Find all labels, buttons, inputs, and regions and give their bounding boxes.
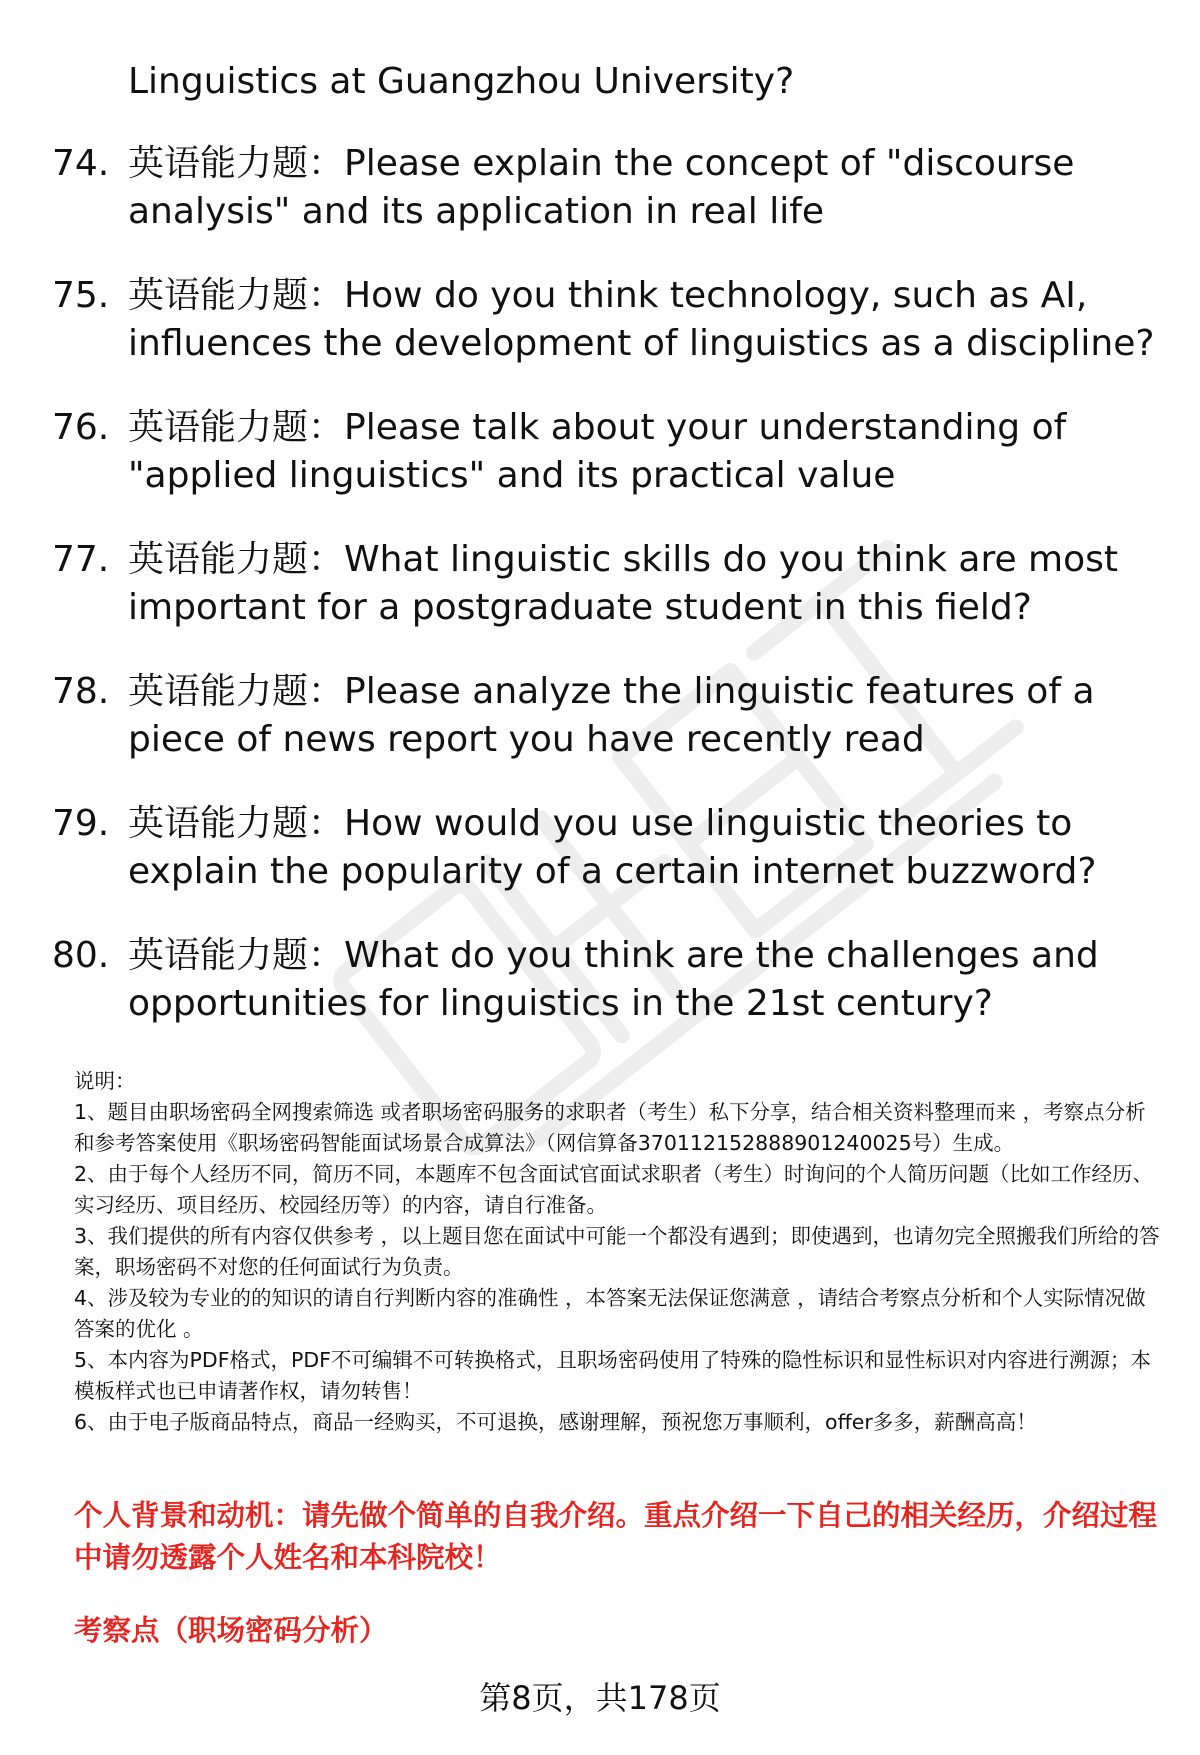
question-item <box>52 668 1162 764</box>
question-number: 77. <box>52 539 110 580</box>
notes-heading: 说明： <box>74 1069 136 1093</box>
notes-section <box>74 1066 1164 1438</box>
question-number: 78. <box>52 671 110 712</box>
question-item <box>52 800 1162 896</box>
note-item: 5、本内容为PDF格式，PDF不可编辑不可转换格式，且职场密码使用了特殊的隐性标识和显性标识对内容进行溯源；本模板样式也已申请著作权，请勿转售！ <box>74 1348 1151 1403</box>
question-text: 英语能力题：Please talk about your understanding of "applied linguistics" and its practical value <box>128 407 1067 496</box>
question-number: 80. <box>52 935 110 976</box>
note-item: 4、涉及较为专业的的知识的请自行判断内容的准确性 ，本答案无法保证您满意 ，请结合考察点分析和个人实际情况做答案的优化 。 <box>74 1286 1146 1341</box>
question-item <box>52 140 1162 236</box>
question-item <box>52 272 1162 368</box>
question-number: 76. <box>52 407 110 448</box>
question-text: 英语能力题：How would you use linguistic theories to explain the popularity of a certain internet buzzword? <box>128 803 1097 892</box>
question-item <box>52 932 1162 1028</box>
note-item: 3、我们提供的所有内容仅供参考 ，以上题目您在面试中可能一个都没有遇到；即使遇到，也请勿完全照搬我们所给的答案，职场密码不对您的任何面试行为负责。 <box>74 1224 1160 1279</box>
next-question-heading: 个人背景和动机：请先做个简单的自我介绍。重点介绍一下自己的相关经历，介绍过程中请勿透露个人姓名和本科院校！ <box>74 1499 1158 1574</box>
question-text: 英语能力题：How do you think technology, such as AI, influences the development of linguistics as a discipline? <box>128 275 1155 364</box>
question-number: 75. <box>52 275 110 316</box>
question-text: 英语能力题：Please analyze the linguistic features of a piece of news report you have recently read <box>128 671 1095 760</box>
note-item: 6、由于电子版商品特点，商品一经购买，不可退换，感谢理解，预祝您万事顺利，offer多多，薪酬高高！ <box>74 1410 1037 1434</box>
page-footer: 第8页，共178页 <box>479 1679 721 1717</box>
question-text: 英语能力题：What linguistic skills do you think are most important for a postgraduate student in this field? <box>128 539 1119 628</box>
question-number: 74. <box>52 143 110 184</box>
question-text: 英语能力题：Please explain the concept of "discourse analysis" and its application in real life <box>128 143 1075 232</box>
question-item <box>52 536 1162 632</box>
note-item: 1、题目由职场密码全网搜索筛选 或者职场密码服务的求职者（考生）私下分享，结合相关资料整理而来 ，考察点分析和参考答案使用《职场密码智能面试场景合成算法》（网信算备370112152888901240025号）生成。 <box>74 1100 1146 1155</box>
question-number: 79. <box>52 803 110 844</box>
analysis-section-label: 考察点（职场密码分析） <box>74 1614 388 1647</box>
question-list <box>52 140 1162 1064</box>
question-item <box>52 404 1162 500</box>
question-continuation: Linguistics at Guangzhou University? <box>128 61 795 102</box>
note-item: 2、由于每个人经历不同，简历不同，本题库不包含面试官面试求职者（考生）时询问的个人简历问题（比如工作经历、实习经历、项目经历、校园经历等）的内容，请自行准备。 <box>74 1162 1154 1217</box>
question-text: 英语能力题：What do you think are the challenges and opportunities for linguistics in the 21st century? <box>128 935 1099 1024</box>
